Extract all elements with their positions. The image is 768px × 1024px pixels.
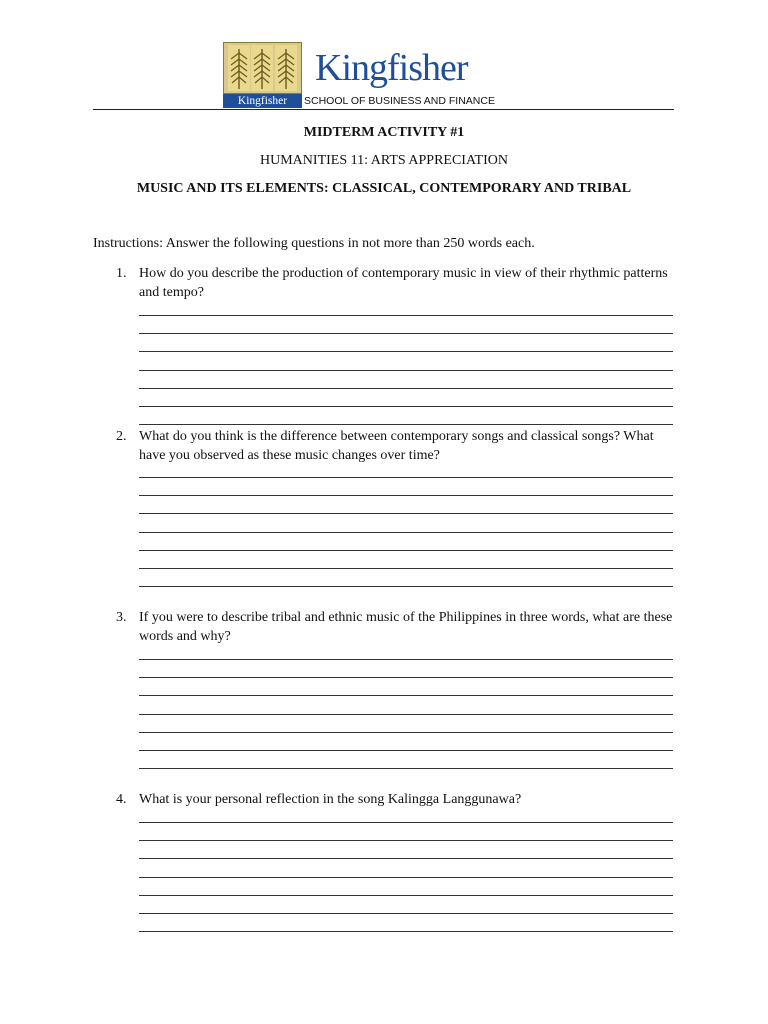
question-number: 3.: [116, 610, 127, 625]
question-text: If you were to describe tribal and ethnic music of the Philippines in three words, what are these words and why?: [139, 610, 673, 644]
kingfisher-logo-icon: [223, 42, 302, 94]
school-header: [223, 42, 523, 108]
course-title: HUMANITIES 11: ARTS APPRECIATION: [260, 153, 508, 168]
question-text: What is your personal reflection in the song Kalingga Langgunawa?: [139, 792, 522, 807]
activity-title: MIDTERM ACTIVITY #1: [303, 125, 465, 140]
answer-lines-3[interactable]: [139, 659, 673, 786]
question-number: 1.: [116, 266, 127, 281]
header-divider: [93, 109, 674, 110]
brand-name: Kingfisher: [315, 47, 468, 89]
school-name: SCHOOL OF BUSINESS AND FINANCE: [304, 95, 495, 107]
answer-lines-1[interactable]: [139, 315, 673, 442]
instructions-text: Instructions: Answer the following questions in not more than 250 words each.: [93, 236, 535, 251]
question-number: 4.: [116, 792, 127, 807]
question-number: 2.: [116, 429, 127, 444]
question-text: What do you think is the difference between contemporary songs and classical songs? What have you observed as these music changes over time?: [139, 429, 654, 463]
answer-lines-2[interactable]: [139, 477, 673, 604]
topic-title: MUSIC AND ITS ELEMENTS: CLASSICAL, CONTEMPORARY AND TRIBAL: [136, 181, 632, 196]
answer-lines-4[interactable]: [139, 822, 673, 949]
logo-badge-label: Kingfisher: [223, 94, 302, 108]
question-text: How do you describe the production of contemporary music in view of their rhythmic patterns and tempo?: [139, 266, 668, 300]
